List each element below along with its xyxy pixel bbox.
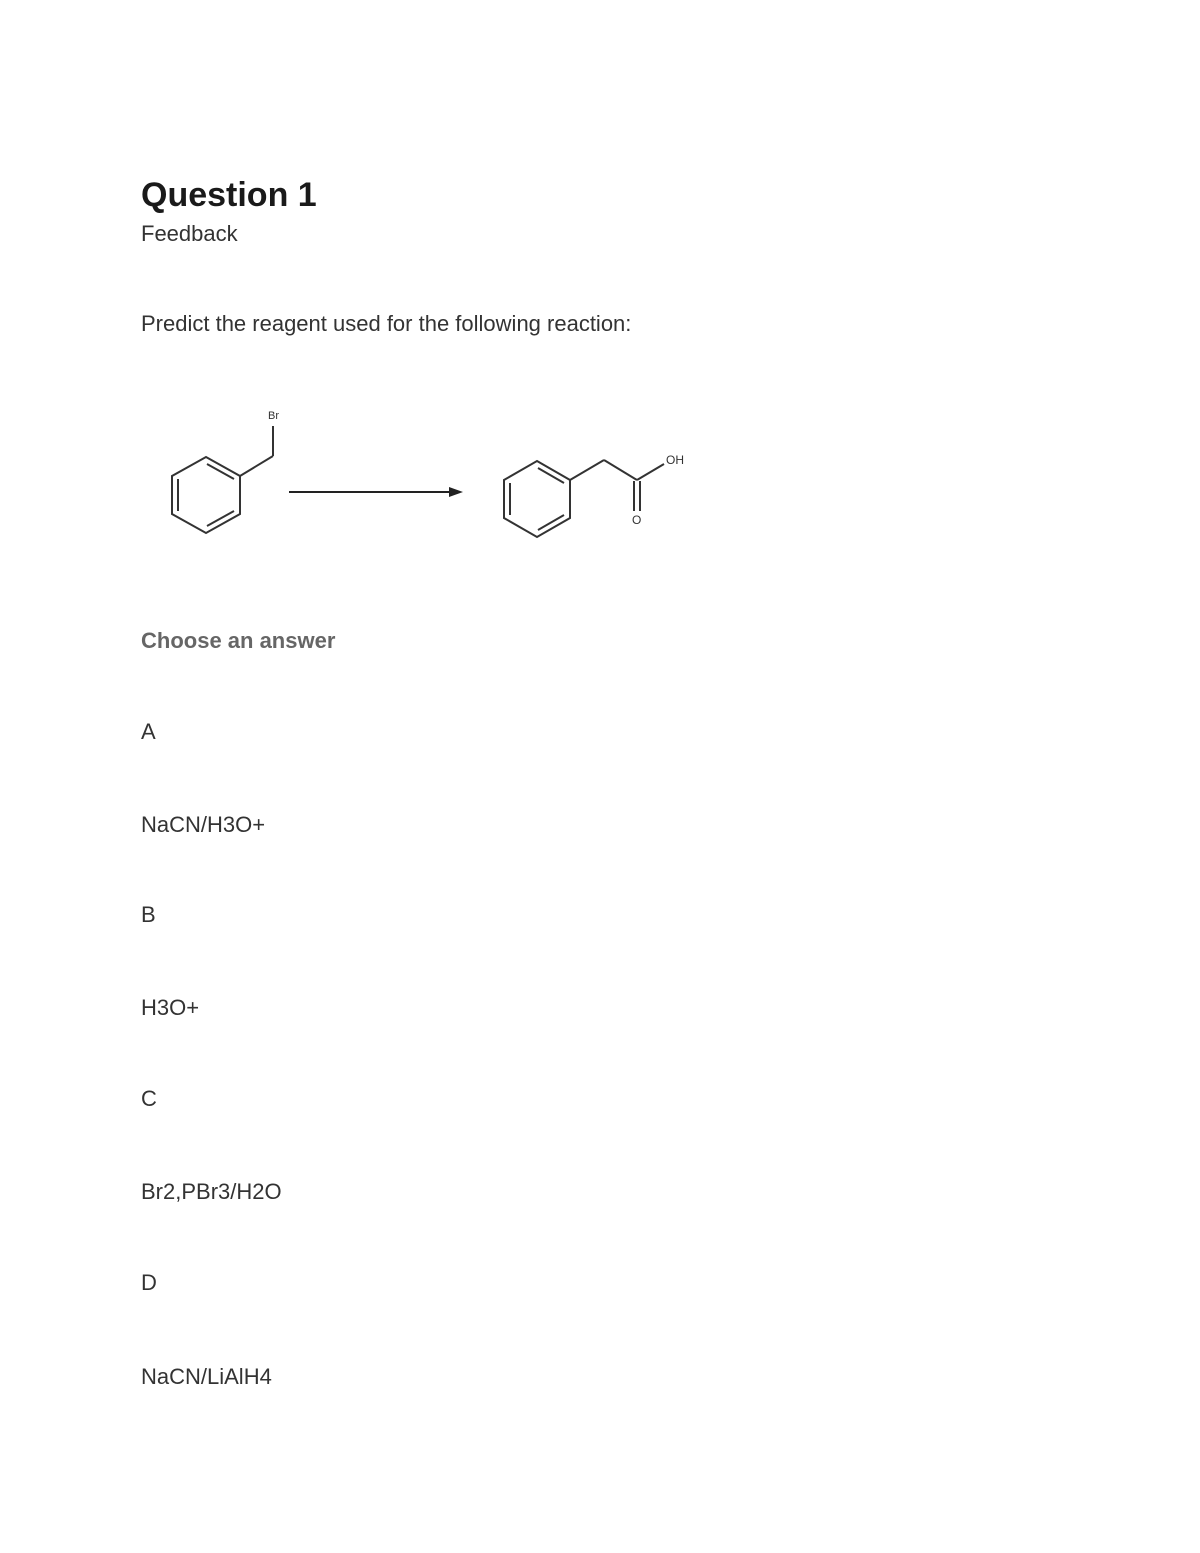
reaction-arrow bbox=[289, 487, 463, 497]
choose-answer-label: Choose an answer bbox=[141, 628, 336, 653]
option-c-text[interactable]: Br2,PBr3/H2O bbox=[141, 1179, 282, 1204]
reactant-br-label: Br bbox=[268, 410, 279, 422]
product-cc-bond bbox=[604, 460, 637, 480]
option-b-letter[interactable]: B bbox=[141, 902, 156, 927]
reactant-ch2-bond bbox=[240, 456, 273, 476]
option-a-letter[interactable]: A bbox=[141, 719, 156, 744]
option-a-text[interactable]: NaCN/H3O+ bbox=[141, 812, 266, 837]
product-o-label: O bbox=[632, 513, 642, 527]
question-prompt: Predict the reagent used for the following reaction: bbox=[141, 311, 632, 336]
product-oh-label: OH bbox=[666, 453, 684, 467]
reactant-benzene-ring bbox=[172, 457, 240, 533]
product-oh-bond bbox=[637, 464, 664, 480]
product-ch2-bond bbox=[570, 460, 604, 480]
option-d-text[interactable]: NaCN/LiAlH4 bbox=[141, 1364, 272, 1389]
reactant-benzyl-bromide bbox=[172, 426, 273, 533]
feedback-label: Feedback bbox=[141, 221, 238, 246]
option-d-letter[interactable]: D bbox=[141, 1270, 157, 1295]
option-c-letter[interactable]: C bbox=[141, 1086, 157, 1111]
product-benzene-ring bbox=[504, 461, 570, 537]
option-b-text[interactable]: H3O+ bbox=[141, 995, 200, 1020]
reaction-diagram bbox=[160, 395, 700, 555]
question-title: Question 1 bbox=[141, 176, 317, 214]
